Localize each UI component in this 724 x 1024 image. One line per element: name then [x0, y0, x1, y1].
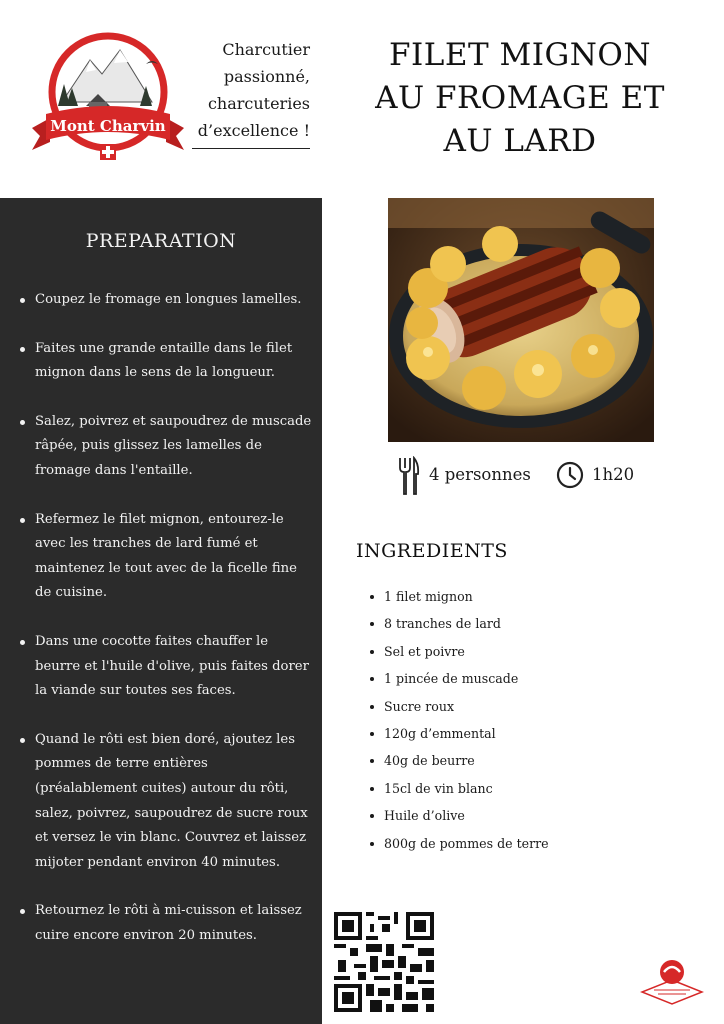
ingredient-item: 1 filet mignon [370, 583, 690, 610]
logo-brand-text: Mont Charvin [50, 117, 166, 135]
preparation-steps [20, 288, 312, 972]
dish-photo [388, 198, 654, 442]
ingredient-item: 40g de beurre [370, 747, 690, 774]
ingredient-item: 15cl de vin blanc [370, 775, 690, 802]
preparation-panel [0, 198, 322, 1024]
preparation-step: Salez, poivrez et saupoudrez de muscade râpée, puis glissez les lamelles de fromage dans l'entaille. [20, 410, 312, 484]
ingredient-item: 1 pincée de muscade [370, 665, 690, 692]
preparation-heading: PREPARATION [85, 230, 237, 252]
recipe-title: FILET MIGNON AU FROMAGE ET AU LARD [375, 37, 665, 159]
ingredient-item: Sucre roux [370, 693, 690, 720]
preparation-step: Faites une grande entaille dans le filet mignon dans le sens de la longueur. [20, 337, 312, 386]
tagline-divider [192, 148, 310, 149]
ingredient-item: Huile d’olive [370, 802, 690, 829]
ingredients-heading: INGREDIENTS [356, 540, 508, 562]
preparation-step: Coupez le fromage en longues lamelles. [20, 288, 312, 313]
clock-icon [556, 461, 584, 489]
ingredients-list [370, 583, 690, 857]
preparation-step: Dans une cocotte faites chauffer le beurre et l'huile d'olive, puis faites dorer la viande sur toutes ses faces. [20, 630, 312, 704]
preparation-step: Refermez le filet mignon, entourez-le avec les tranches de lard fumé et maintenez le tout avec de la ficelle fine de cuisine. [20, 508, 312, 606]
artisan-badge-icon [640, 958, 704, 1006]
servings-text: 4 personnes [429, 465, 531, 484]
ingredient-item: Sel et poivre [370, 638, 690, 665]
mont-charvin-logo [28, 30, 188, 165]
ingredient-item: 8 tranches de lard [370, 610, 690, 637]
preparation-step: Quand le rôti est bien doré, ajoutez les pommes de terre entières (préalablement cuites) autour du rôti, salez, poivrez, saupoudrez de sucre roux et versez le vin blanc. Couvrez et laissez mijoter pendant environ 40 minutes. [20, 728, 312, 876]
qr-code-icon[interactable] [334, 912, 434, 1012]
brand-tagline: Charcutier passionné, charcuteries d’excellence ! [197, 40, 310, 140]
fork-knife-icon [398, 456, 420, 496]
recipe-meta [396, 456, 656, 496]
duration-text: 1h20 [592, 465, 635, 484]
ingredient-item: 120g d’emmental [370, 720, 690, 747]
ingredient-item: 800g de pommes de terre [370, 830, 690, 857]
preparation-step: Retournez le rôti à mi-cuisson et laissez cuire encore environ 20 minutes. [20, 899, 312, 948]
